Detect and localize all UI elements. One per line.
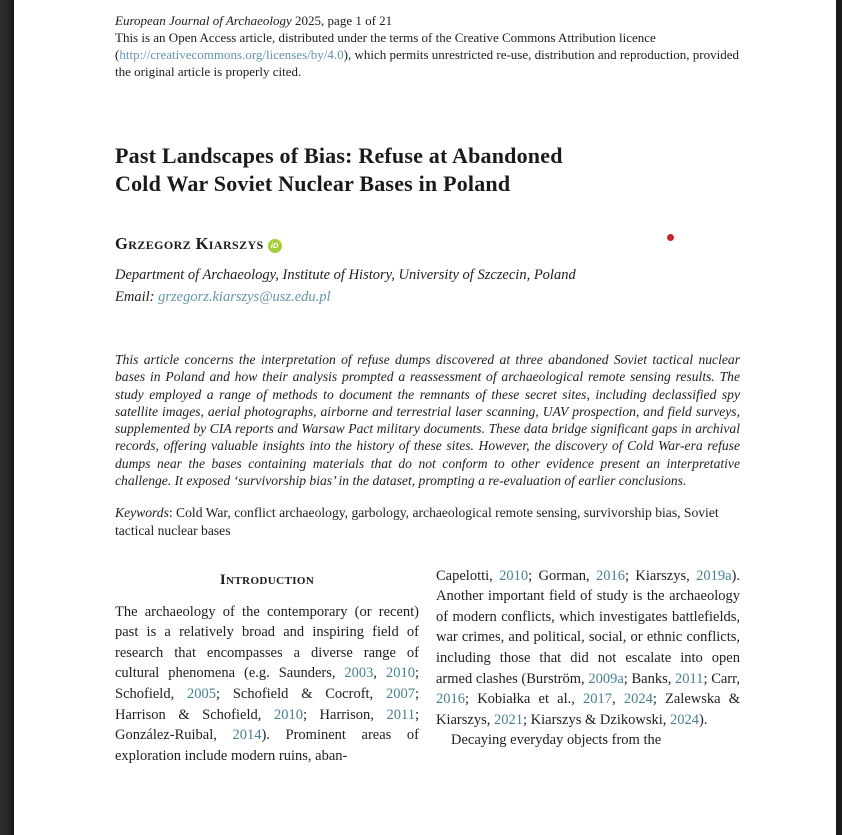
email-link[interactable]: grzegorz.kiarszys@usz.edu.pl [158,289,331,305]
document-page [14,0,836,835]
citation-link[interactable]: 2011 [386,706,415,723]
citation-link[interactable]: 2010 [273,706,303,723]
citation-link[interactable]: 2016 [436,691,465,708]
citation-link[interactable]: 2021 [494,711,523,728]
section-heading-introduction: Introduction [219,571,315,588]
article-title: Past Landscapes of Bias: Refuse at Abandoned Cold War Soviet Nuclear Bases in Poland [115,143,563,196]
license-post: ), which permits unrestricted re-use, distribution and reproduction, provided the original article is properly cited. [115,47,739,79]
author-line [115,234,740,254]
text-segment: ; Zalewska & Kiarszys, [436,691,740,728]
citation-link[interactable]: 2003 [344,665,374,682]
citation-link[interactable]: 2011 [675,670,704,687]
license-pre: This is an Open Access article, distributed under the terms of the Creative Commons Attribution licence ( [115,30,656,62]
citation-link[interactable]: 2005 [187,685,216,702]
text-segment: ; Gorman, [528,567,597,584]
citation-link[interactable]: 2019a [696,567,732,584]
keywords-label: Keywords [115,505,169,521]
text-segment: , [612,691,624,708]
journal-line [115,12,740,29]
text-segment: ; Schofield & Cocroft, [216,685,386,702]
citation-link[interactable]: 2010 [385,665,415,682]
citation-link[interactable]: 2017 [583,691,613,708]
text-segment: ). Another important field of study is the archaeology of modern conflicts, which investigates battlefields, war crimes, and political, social, or ethnic conflicts, including those that did not escalate into open armed clashes (Burström, [436,567,740,687]
citation-link[interactable]: 2024 [623,691,653,708]
citation-link[interactable]: 2016 [596,567,626,584]
text-segment: ). [699,711,708,728]
right-column [436,566,740,790]
text-segment: ; Kobiałka et al., [465,691,584,708]
text-segment: ; Schofield, [115,665,419,702]
license-link[interactable]: http://creativecommons.org/licenses/by/4.0 [119,47,344,62]
left-page-edge [0,0,14,835]
page-content [14,0,740,790]
intro-paragraph-1 [115,602,419,767]
journal-header [115,12,740,80]
license-text [115,29,740,80]
author-name: Grzegorz Kiarszys [115,234,264,253]
citation-link[interactable]: 2009a [588,670,624,687]
intro-paragraph-1-continued [436,566,740,731]
citation-link[interactable]: 2024 [670,711,699,728]
text-segment: ). Prominent areas of exploration include modern ruins, aban- [115,727,419,764]
orcid-icon[interactable]: iD [268,239,282,253]
citation-link[interactable]: 2014 [232,727,262,744]
right-page-edge [836,0,842,835]
keywords-list: : Cold War, conflict archaeology, garbology, archaeological remote sensing, survivorship bias, Soviet tactical nuclear bases [115,505,719,538]
keywords-line [115,504,740,539]
text-segment: ; Kiarszys, [625,567,697,584]
author-affiliation: Department of Archaeology, Institute of History, University of Szczecin, Poland [115,267,576,283]
text-segment: ; Kiarszys & Dzikowski, [523,711,670,728]
text-segment: Decaying everyday objects from the [451,732,662,749]
author-email-line [115,288,740,307]
text-segment: ; Harrison, [302,706,387,723]
text-segment: Capelotti, [436,567,500,584]
email-label: Email: [115,289,159,305]
journal-issue-info: 2025, page 1 of 21 [291,13,393,28]
text-segment: ; Carr, [703,670,740,687]
citation-link[interactable]: 2007 [385,685,415,702]
text-segment: ; Harrison & Schofield, [115,685,420,723]
citation-link[interactable]: 2010 [499,567,529,584]
text-segment: , [373,665,386,682]
journal-name: European Journal of Archaeology [115,13,292,28]
intro-paragraph-2 [436,730,740,751]
left-column [115,566,419,790]
red-annotation-dot [667,234,674,241]
text-segment: ; González-Ruibal, [115,706,419,744]
abstract: This article concerns the interpretation of refuse dumps discovered at three abandoned Soviet tactical nuclear bases in Poland and how their analysis prompted a reassessment of archaeological remote sensing results. The study employed a range of methods to document the remnants of these secret sites, including declassified spy satellite images, aerial photographs, airborne and terrestrial laser scanning, UAV prospection, and field surveys, supplemented by CIA reports and Warsaw Pact military documents. These data bridge significant gaps in archival records, offering valuable insights into the history of these sites. However, the discovery of Cold War-era refuse dumps near the bases containing materials that do not conform to other evidence present an interpretative challenge. It exposed ‘survivorship bias’ in the dataset, prompting a re-evaluation of earlier conclusions. [115,352,740,489]
text-segment: ; Banks, [623,670,676,687]
text-segment: The archaeology of the contemporary (or recent) past is a relatively broad and inspiring field of research that encompasses a diverse range of cultural phenomena (e.g. Saunders, [115,603,419,682]
body-columns [115,566,740,790]
